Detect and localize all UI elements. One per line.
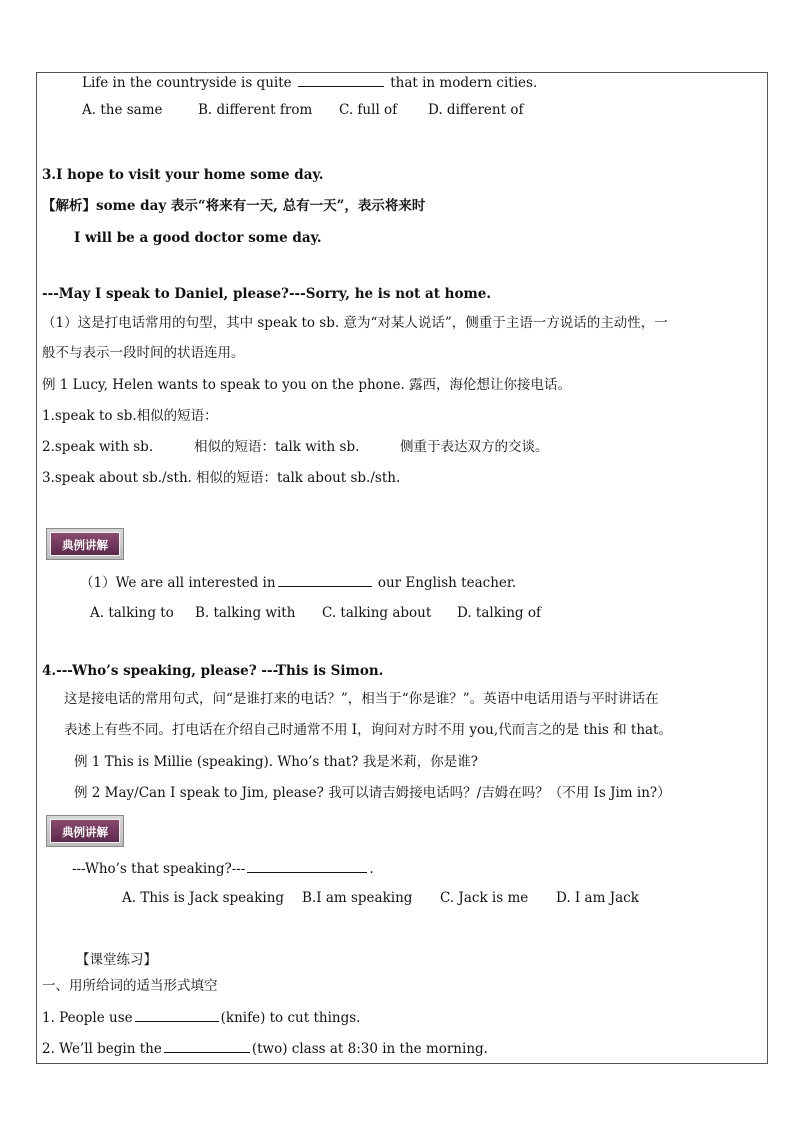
section-4-explanation-1: 这是接电话的常用句式，问“是谁打来的电话？”，相当于“你是谁？”。英语中电话用语与平时讲话在 bbox=[64, 691, 659, 707]
section-4-explanation-2: 表述上有些不同。打电话在介绍自己时通常不用 I，询问对方时不用 you,代而言之的是 this 和 that。 bbox=[64, 722, 672, 738]
answer-blank bbox=[247, 860, 367, 873]
options-line: A. This is Jack speaking B.I am speaking C. Jack is me D. I am Jack bbox=[122, 890, 639, 906]
exercise-2: 2. We’ll begin the (two) class at 8:30 in the morning. bbox=[42, 1041, 488, 1057]
answer-blank bbox=[298, 74, 384, 87]
section-3-analysis: 【解析】some day 表示“将来有一天, 总有一天”，表示将来时 bbox=[42, 198, 426, 214]
section-4-example-1: 例 1 This is Millie (speaking). Who’s that? 我是米莉，你是谁? bbox=[74, 754, 478, 770]
phone-explanation-1: （1）这是打电话常用的句型，其中 speak to sb. 意为“对某人说话”，侧重于主语一方说话的主动性，一 bbox=[42, 315, 668, 331]
example-badge: 典例讲解 bbox=[46, 528, 124, 560]
practice-title: 【课堂练习】 bbox=[76, 952, 157, 968]
question-line: （1）We are all interested in our English teacher. bbox=[80, 575, 517, 591]
section-3-title: 3.I hope to visit your home some day. bbox=[42, 167, 324, 183]
phone-explanation-2: 般不与表示一段时间的状语连用。 bbox=[42, 345, 245, 361]
phone-section-title: ---May I speak to Daniel, please?---Sorry, he is not at home. bbox=[42, 286, 492, 302]
phone-example-1: 例 1 Lucy, Helen wants to speak to you on the phone. 露西，海伦想让你接电话。 bbox=[42, 377, 572, 393]
question-line: ---Who’s that speaking?--- . bbox=[72, 861, 374, 877]
section-4-example-2: 例 2 May/Can I speak to Jim, please? 我可以请吉姆接电话吗？/吉姆在吗？（不用 Is Jim in?） bbox=[74, 785, 671, 801]
practice-subtitle: 一、用所给词的适当形式填空 bbox=[42, 978, 218, 994]
question-line: Life in the countryside is quite that in modern cities. bbox=[82, 75, 538, 91]
section-4-title: 4.---Who’s speaking, please? ---This is Simon. bbox=[42, 663, 384, 679]
similar-phrase-1: 1.speak to sb.相似的短语： bbox=[42, 408, 218, 424]
options-line: A. the same B. different from C. full of D. different of bbox=[82, 102, 524, 118]
answer-blank bbox=[278, 574, 372, 587]
content-frame bbox=[36, 72, 768, 1064]
section-3-example: I will be a good doctor some day. bbox=[74, 230, 322, 246]
similar-phrase-3: 3.speak about sb./sth. 相似的短语：talk about sb./sth. bbox=[42, 470, 401, 486]
similar-phrase-2: 2.speak with sb. 相似的短语：talk with sb. 侧重于表达双方的交谈。 bbox=[42, 439, 549, 455]
options-line: A. talking to B. talking with C. talking about D. talking of bbox=[90, 605, 541, 621]
example-badge: 典例讲解 bbox=[46, 815, 124, 847]
answer-blank bbox=[164, 1040, 250, 1053]
answer-blank bbox=[135, 1009, 219, 1022]
exercise-1: 1. People use (knife) to cut things. bbox=[42, 1010, 361, 1026]
